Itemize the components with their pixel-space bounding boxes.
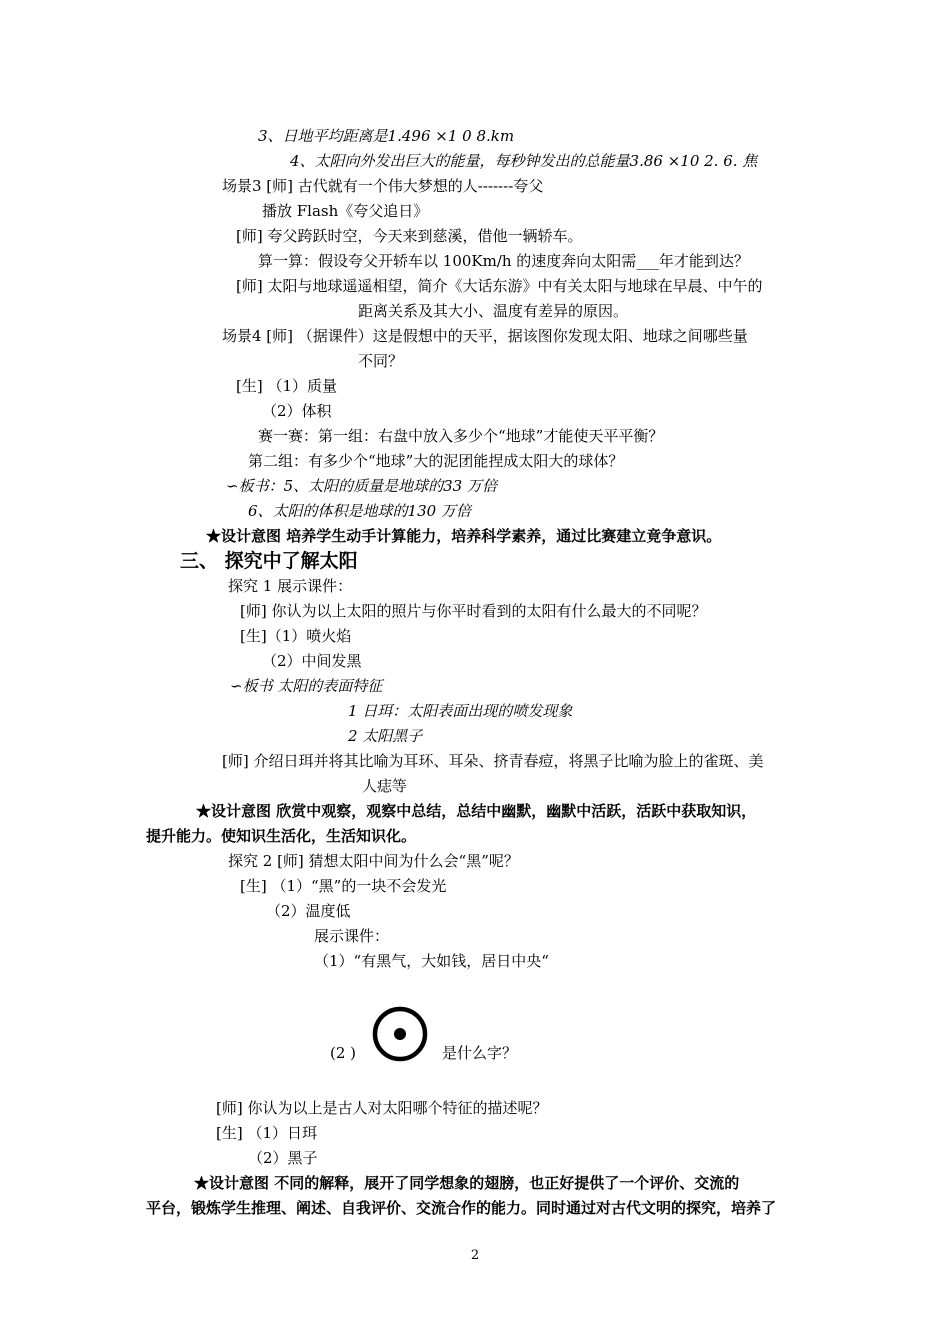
ancient-sun-character-icon xyxy=(371,1005,429,1063)
line-design-intent-3-cont: 平台，锻炼学生推理、阐述、自我评价、交流合作的能力。同时通过对古代文明的探究，培养了 xyxy=(146,1199,777,1217)
line-board-volume: 6、太阳的体积是地球的130 万倍 xyxy=(248,502,471,520)
line-student-volume: （2）体积 xyxy=(262,402,332,420)
line-student-sunspot: （2）黑子 xyxy=(248,1149,318,1167)
line-student-mass: [生] （1）质量 xyxy=(236,377,338,395)
page-number: 2 xyxy=(470,1248,480,1263)
line-play-flash: 播放 Flash《夸父追日》 xyxy=(262,202,429,220)
line-teacher-question: [师] 你认为以上太阳的照片与你平时看到的太阳有什么最大的不同呢？ xyxy=(240,602,707,620)
section-heading-explore: 三、 探究中了解太阳 xyxy=(180,550,358,572)
line-scene4-cont: 不同？ xyxy=(358,352,404,370)
line-sun-energy: 4、太阳向外发出巨大的能量，每秒钟发出的总能量3.86 ×10 2. 6. 焦 xyxy=(290,152,758,170)
line-student-no-light: [生] （1）“黑”的一块不会发光 xyxy=(240,877,447,895)
line-board-prominence: 1 日珥：太阳表面出现的喷发现象 xyxy=(348,702,573,720)
line-what-character: 是什么字？ xyxy=(442,1044,518,1062)
line-student-dark: （2）中间发黑 xyxy=(262,652,362,670)
line-design-intent-1: ★设计意图 培养学生动手计算能力，培养科学素养，通过比赛建立竟争意识。 xyxy=(206,527,722,545)
line-teacher-intro: [师] 太阳与地球遥遥相望，简介《大话东游》中有关太阳与地球在早晨、中午的 xyxy=(236,277,763,295)
line-design-intent-2-cont: 提升能力。使知识生活化，生活知识化。 xyxy=(146,827,417,845)
line-teacher-intro-cont: 距离关系及其大小、温度有差异的原因。 xyxy=(358,302,629,320)
line-board-sunspot: 2 太阳黑子 xyxy=(348,727,423,745)
line-student-prominence: [生] （1）日珥 xyxy=(216,1124,318,1142)
line-calculate: 算一算：假设夸父开轿车以 100Km/h 的速度奔向太阳需___年才能到达？ xyxy=(258,252,749,270)
line-contest-group1: 赛一赛：第一组：右盘中放入多少个“地球”才能使天平平衡？ xyxy=(258,427,664,445)
line-scene3: 场景3 [师] 古代就有一个伟大梦想的人-------夸父 xyxy=(222,177,544,195)
line-ancient-quote: （1）“有黑气，大如钱，居日中央“ xyxy=(314,952,549,970)
line-sun-distance: 3、日地平均距离是1.496 ×1 0 8.km xyxy=(258,127,515,145)
line-explore2: 探究 2 [师] 猜想太阳中间为什么会“黑”呢？ xyxy=(228,852,519,870)
line-design-intent-3: ★设计意图 不同的解释，展开了同学想象的翅膀，也正好提供了一个评价、交流的 xyxy=(194,1174,740,1192)
line-teacher-metaphor: [师] 介绍日珥并将其比喻为耳环、耳朵、挤青春痘，将黑子比喻为脸上的雀斑、美 xyxy=(222,752,764,770)
line-teacher-ask-feature: [师] 你认为以上是古人对太阳哪个特征的描述呢？ xyxy=(216,1099,548,1117)
line-explore1: 探究 1 展示课件： xyxy=(228,577,353,595)
line-item2-label: (2 ) xyxy=(330,1044,357,1062)
line-design-intent-2: ★设计意图 欣赏中观察，观察中总结，总结中幽默，幽默中活跃，活跃中获取知识， xyxy=(196,802,757,820)
line-board-mass: ∽板书：5、太阳的质量是地球的33 万倍 xyxy=(226,477,497,495)
line-contest-group2: 第二组：有多少个“地球”大的泥团能捏成太阳大的球体？ xyxy=(248,452,624,470)
line-teacher-car: [师] 夸父跨跃时空，今天来到慈溪，借他一辆轿车。 xyxy=(236,227,583,245)
line-teacher-metaphor-cont: 人痣等 xyxy=(362,777,408,795)
line-student-flames: [生]（1）喷火焰 xyxy=(240,627,352,645)
line-board-surface: ∽板书 太阳的表面特征 xyxy=(230,677,383,695)
line-show-courseware: 展示课件： xyxy=(314,927,390,945)
line-scene4: 场景4 [师] （据课件）这是假想中的天平，据该图你发现太阳、地球之间哪些量 xyxy=(222,327,748,345)
line-student-low-temp: （2）温度低 xyxy=(266,902,351,920)
